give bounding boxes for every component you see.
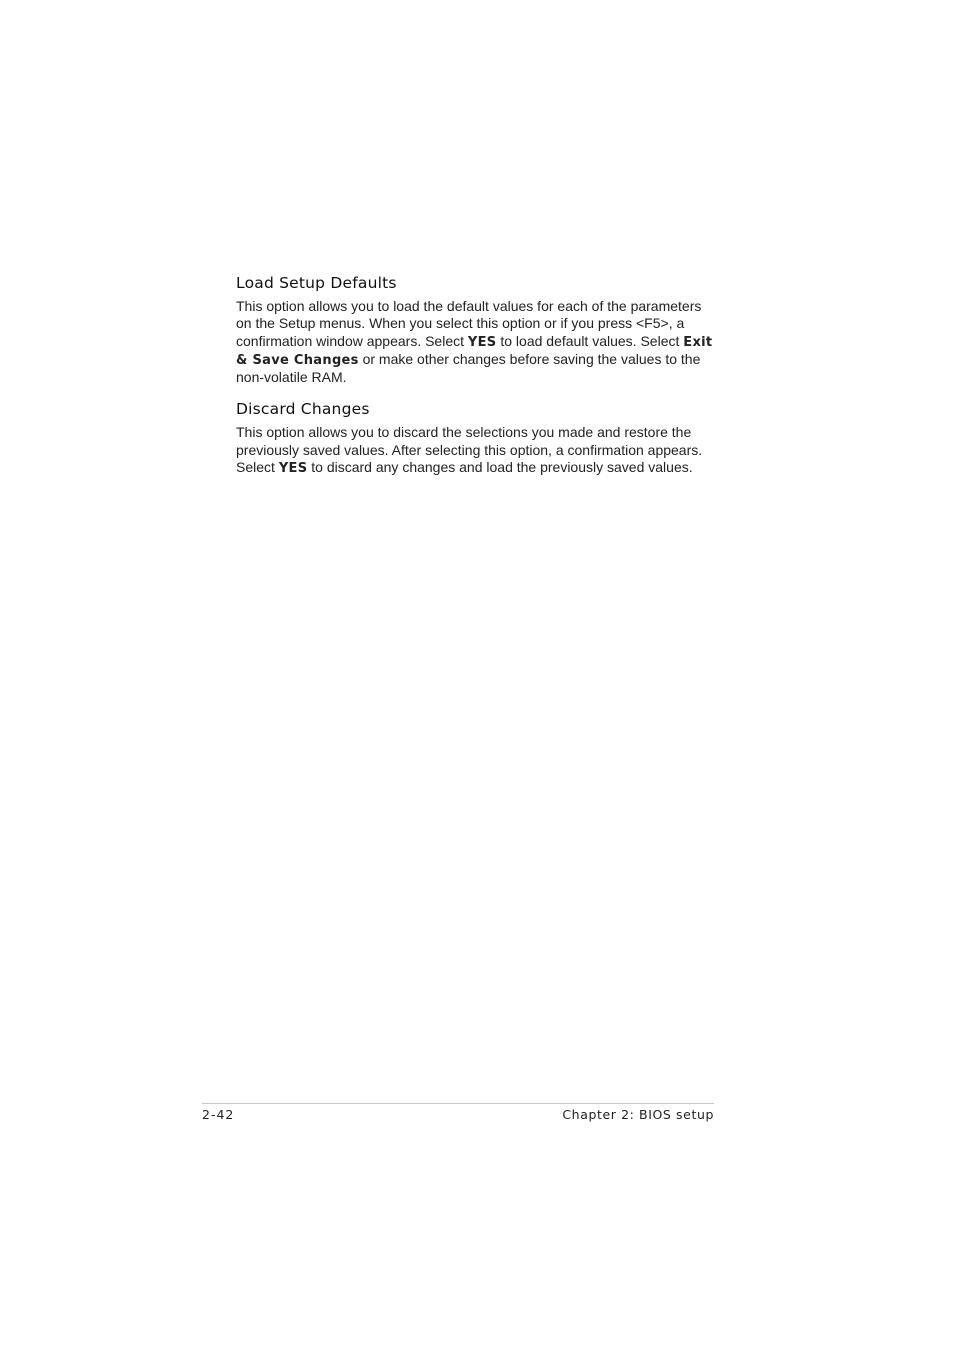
section-heading: Load Setup Defaults [236, 274, 397, 292]
keyword-exit-save-changes: Exit & Save Changes [236, 334, 713, 368]
page-number: 2-42 [202, 1107, 235, 1122]
footer-divider [202, 1103, 714, 1104]
section-body [236, 424, 716, 477]
page-content [236, 274, 716, 491]
section-discard-changes [236, 400, 716, 477]
body-text: to discard any changes and load the previously saved values. [307, 459, 693, 476]
body-text: This option allows you to load the default values for each of the parameters on the Setup menus. When you select this option or if you press <F5>, a confirmation window appears. Select [236, 298, 702, 349]
section-heading: Discard Changes [236, 400, 370, 419]
body-text: to load default values. Select [496, 332, 684, 349]
chapter-title: Chapter 2: BIOS setup [562, 1107, 714, 1122]
section-load-setup-defaults [236, 274, 716, 386]
body-text: or make other changes before saving the values to the non-volatile RAM. [236, 350, 701, 386]
body-text: This option allows you to discard the selections you made and restore the previously saved values. After selecting this option, a confirmation appears. Select [236, 424, 703, 476]
keyword-yes: YES [467, 334, 497, 350]
keyword-yes: YES [278, 461, 308, 477]
section-body [236, 298, 716, 386]
